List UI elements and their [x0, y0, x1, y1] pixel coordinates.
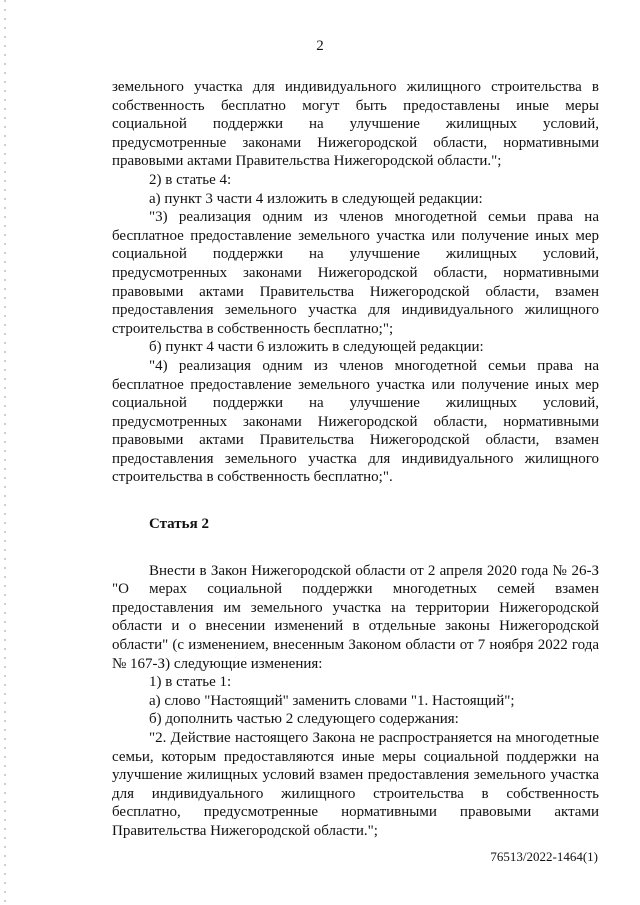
paragraph-subitem-b: б) пункт 4 части 6 изложить в следующей редакции: — [149, 339, 484, 356]
page-number: 2 — [316, 38, 324, 54]
paragraph-quote-4: "4) реализация одним из членов многодетной семьи права на бесплатное предоставление земельного участка или получение иных мер социальной поддержки на улучшение жилищных условий, предусмотренных законами Нижегородской области, нормативными правовыми актами Правительства Нижегородской области, взамен предоставления земельного участка для индивидуального жилищного строительства в собственность бесплатно;". — [112, 357, 599, 486]
document-body — [112, 78, 599, 841]
article-2-heading: Статья 2 — [149, 516, 209, 533]
paragraph-item-1: 1) в статье 1: — [149, 674, 232, 691]
paragraph-article-2-intro: Внести в Закон Нижегородской области от 2 апреля 2020 года № 26-З "О мерах социальной поддержки многодетных семей взамен предоставления им земельного участка на территории Нижегородской области и о внесении изменений в отдельные законы Нижегородской области" (с изменением, внесенным Законом области от 7 ноября 2022 года № 167-З) следующие изменения: — [112, 562, 599, 672]
scan-edge-marks — [4, 0, 6, 905]
paragraph-item-2: 2) в статье 4: — [149, 171, 232, 188]
document-code: 76513/2022-1464(1) — [490, 849, 598, 864]
paragraph-subitem-a-2: а) слово "Настоящий" заменить словами "1. Настоящий"; — [149, 692, 515, 709]
paragraph-subitem-b-2: б) дополнить частью 2 следующего содержания: — [149, 711, 459, 728]
paragraph-continuation: земельного участка для индивидуального жилищного строительства в собственность бесплатно могут быть предоставлены иные меры социальной поддержки на улучшение жилищных условий, предусмотренные законами Нижегородской области, нормативными правовыми актами Правительства Нижегородской области."; — [112, 79, 599, 170]
paragraph-subitem-a: а) пункт 3 части 4 изложить в следующей редакции: — [149, 190, 483, 207]
paragraph-quote-3: "3) реализация одним из членов многодетной семьи права на бесплатное предоставление земельного участка или получение иных мер социальной поддержки на улучшение жилищных условий, предусмотренных законами Нижегородской области, нормативными правовыми актами Правительства Нижегородской области, взамен предоставления земельного участка для индивидуального жилищного строительства в собственность бесплатно;"; — [112, 209, 599, 337]
paragraph-quote-part-2: "2. Действие настоящего Закона не распространяется на многодетные семьи, которым предоставляются иные меры социальной поддержки на улучшение жилищных условий взамен предоставления земельного участка для индивидуального жилищного строительства в собственность бесплатно, предусмотренные нормативными правовыми актами Правительства Нижегородской области."; — [112, 730, 599, 839]
